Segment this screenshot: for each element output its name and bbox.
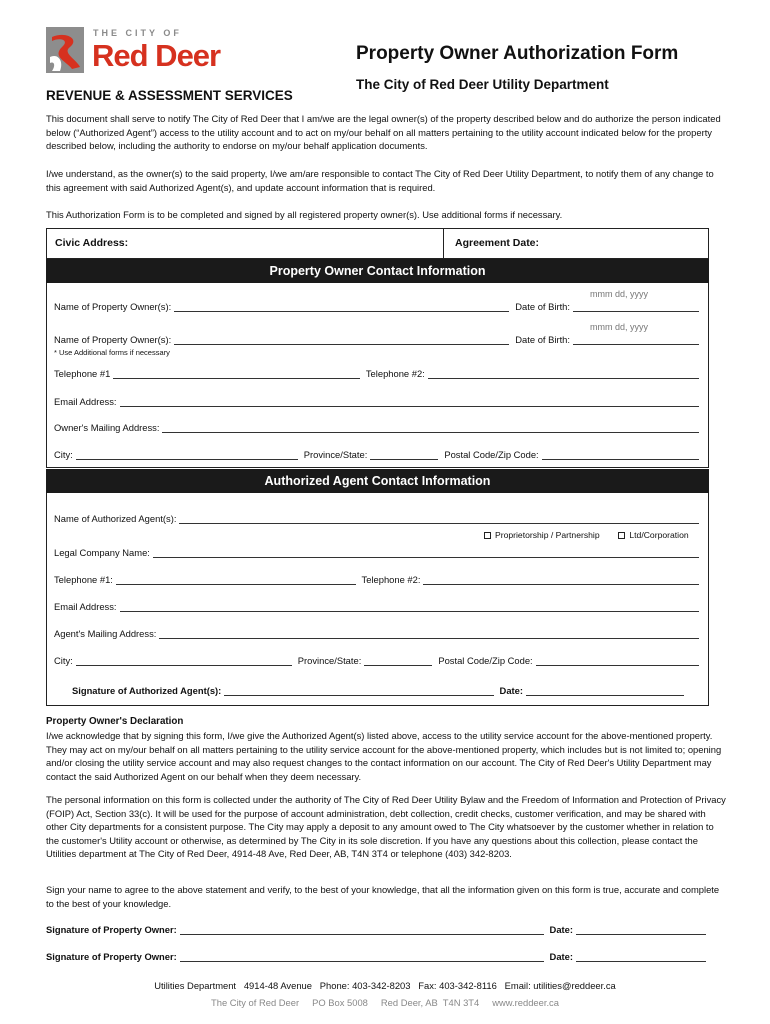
agent-date-label: Date: <box>499 685 523 696</box>
agent-signature-row <box>72 685 684 696</box>
owner-tel2-field[interactable] <box>428 368 699 379</box>
owner-name-field-2[interactable] <box>174 334 509 345</box>
owner-name-label-2: Name of Property Owner(s): <box>54 334 172 345</box>
owner-signature-label: Signature of Property Owner: <box>46 924 177 935</box>
proprietorship-label: Proprietorship / Partnership <box>495 530 600 540</box>
proprietorship-checkbox[interactable] <box>484 532 491 539</box>
agent-date-field[interactable] <box>526 685 684 696</box>
company-name-row <box>54 547 699 558</box>
owner-email-row <box>54 396 699 407</box>
corporation-checkbox[interactable] <box>618 532 625 539</box>
agent-signature-label: Signature of Authorized Agent(s): <box>72 685 222 696</box>
agent-province-label: Province/State: <box>297 655 362 666</box>
agent-province-field[interactable] <box>364 655 432 666</box>
agent-signature-field[interactable] <box>224 685 493 696</box>
agent-city-field[interactable] <box>76 655 292 666</box>
owner-city-label: City: <box>54 449 73 460</box>
owner-postal-field[interactable] <box>542 449 699 460</box>
owner-signature-row-1 <box>46 924 706 935</box>
owner-signature-field-2[interactable] <box>180 951 544 962</box>
owner-telephone-row <box>54 368 699 379</box>
footer-address-line: The City of Red Deer PO Box 5008 Red Deer, AB T4N 3T4 www.reddeer.ca <box>211 997 559 1008</box>
owner-postal-label: Postal Code/Zip Code: <box>444 449 539 460</box>
owner-name-label: Name of Property Owner(s): <box>54 301 172 312</box>
agent-section-header: Authorized Agent Contact Information <box>46 469 709 493</box>
agent-city-row <box>54 655 699 666</box>
company-name-label: Legal Company Name: <box>54 547 150 558</box>
declaration-paragraph-2: The personal information on this form is collected under the authority of The City of Red Deer Utility Bylaw and the Freedom of Information and Protection of Privacy (FOIP) Act, Section 33(c). It will be used for the purpose of account administration, debt collection, credit checks, customer verification, and may be shared with other City departments for a consistent purpose. The City may apply a deposit to any amount owed to The City whatsoever by the customer whether in relation to the customer's Utility account or otherwise, as determined by The City in its sole discretion. If you have any questions about this collection, please contact the Utilities department at The City of Red Deer, 4914-48 Ave, Red Deer, AB, T4N 3T4 or telephone (403) 342-8203. <box>46 794 726 859</box>
owner-name-row-1 <box>54 301 699 312</box>
agent-email-row <box>54 601 699 612</box>
declaration-paragraph-3: Sign your name to agree to the above statement and verify, to the best of your knowledge, that all the information given on this form is true, accurate and complete to the best of your knowledge. <box>46 884 720 909</box>
owner-section-header: Property Owner Contact Information <box>46 259 709 283</box>
agent-mailing-label: Agent's Mailing Address: <box>54 628 157 639</box>
intro-paragraph-2: I/we understand, as the owner(s) to the said property, I/we am/are responsible to contact The City of Red Deer Utility Department, to notify them of any change to this agreement with said Authorized Agent(s), and update account information that is required. <box>46 168 714 193</box>
agent-tel1-field[interactable] <box>116 574 356 585</box>
agent-tel1-label: Telephone #1: <box>54 574 113 585</box>
intro-paragraph-1: This document shall serve to notify The City of Red Deer that I am/we are the legal owner(s) of the property described below and do authorize the person indicated below (“Authorized Agent”) access to the utility account and to act on my/our behalf on all matters pertaining to the utility account indicated below for the property described below, including the authority to endorse on my/our behalf application documents. <box>46 113 721 151</box>
company-name-field[interactable] <box>153 547 699 558</box>
dob-field-2[interactable] <box>573 334 699 345</box>
owner-name-field[interactable] <box>174 301 509 312</box>
owner-email-field[interactable] <box>120 396 699 407</box>
owner-city-field[interactable] <box>76 449 298 460</box>
agent-name-label: Name of Authorized Agent(s): <box>54 513 177 524</box>
logo-big-text: Red Deer <box>92 38 221 73</box>
owner-city-row <box>54 449 699 460</box>
agent-email-label: Email Address: <box>54 601 117 612</box>
owner-signature-date-label-2: Date: <box>549 951 573 962</box>
additional-forms-note: * Use Additional forms if necessary <box>54 348 170 357</box>
form-title: Property Owner Authorization Form <box>356 43 679 64</box>
owner-name-row-2 <box>54 334 699 345</box>
form-subtitle: The City of Red Deer Utility Department <box>356 77 609 92</box>
agent-tel2-label: Telephone #2: <box>361 574 421 585</box>
declaration-paragraph-1: I/we acknowledge that by signing this form, I/we give the Authorized Agent(s) listed above, access to the utility service account for the above-mentioned property. They may act on my/our behalf on all matters pertaining to the utility service account for the above-mentioned property, which includes but is not limited to; opening and/or closing the utility service account and may also request changes to the contact information on our account. The City of Red Deer's Utility Department may contact the said Authorized Agent on our behalf when they deem necessary. <box>46 730 722 782</box>
department-heading: REVENUE & ASSESSMENT SERVICES <box>46 88 293 103</box>
agent-mailing-row <box>54 628 699 639</box>
agent-name-row <box>54 513 699 524</box>
agreement-date-label[interactable]: Agreement Date: <box>455 237 540 249</box>
dob-label: Date of Birth: <box>515 301 570 312</box>
owner-mailing-field[interactable] <box>162 422 699 433</box>
declaration-title: Property Owner's Declaration <box>46 716 184 727</box>
agent-email-field[interactable] <box>120 601 699 612</box>
owner-province-field[interactable] <box>370 449 438 460</box>
red-deer-logo-icon <box>46 27 84 73</box>
owner-signature-date-field-2[interactable] <box>576 951 706 962</box>
civic-address-box <box>46 228 709 259</box>
dob-hint-1: mmm dd, yyyy <box>590 289 649 299</box>
owner-email-label: Email Address: <box>54 396 117 407</box>
footer-contact-line: Utilities Department 4914-48 Avenue Phone: 403-342-8203 Fax: 403-342-8116 Email: utilities@reddeer.ca <box>154 980 616 991</box>
owner-signature-date-label: Date: <box>549 924 573 935</box>
agent-mailing-field[interactable] <box>159 628 699 639</box>
business-type-options <box>484 530 689 540</box>
owner-tel1-field[interactable] <box>113 368 360 379</box>
owner-tel2-label: Telephone #2: <box>365 368 425 379</box>
agent-section-box <box>46 493 709 706</box>
owner-signature-date-field[interactable] <box>576 924 706 935</box>
owner-mailing-row <box>54 422 699 433</box>
owner-tel1-label: Telephone #1 <box>54 368 111 379</box>
agent-postal-field[interactable] <box>536 655 699 666</box>
dob-field[interactable] <box>573 301 699 312</box>
intro-paragraph-3: This Authorization Form is to be completed and signed by all registered property owner(s). Use additional forms if necessary. <box>46 209 563 220</box>
agent-city-label: City: <box>54 655 73 666</box>
owner-signature-row-2 <box>46 951 706 962</box>
owner-signature-label-2: Signature of Property Owner: <box>46 951 177 962</box>
agent-telephone-row <box>54 574 699 585</box>
proprietorship-option[interactable] <box>484 530 600 540</box>
owner-mailing-label: Owner's Mailing Address: <box>54 422 160 433</box>
owner-signature-field[interactable] <box>180 924 544 935</box>
logo-small-text: THE CITY OF <box>93 28 182 38</box>
agent-name-field[interactable] <box>179 513 699 524</box>
owner-province-label: Province/State: <box>303 449 368 460</box>
dob-label-2: Date of Birth: <box>515 334 570 345</box>
corporation-option[interactable] <box>618 530 688 540</box>
corporation-label: Ltd/Corporation <box>629 530 689 540</box>
agent-postal-label: Postal Code/Zip Code: <box>438 655 533 666</box>
agent-tel2-field[interactable] <box>423 574 699 585</box>
dob-hint-2: mmm dd, yyyy <box>590 322 649 332</box>
civic-address-label[interactable]: Civic Address: <box>55 237 129 249</box>
